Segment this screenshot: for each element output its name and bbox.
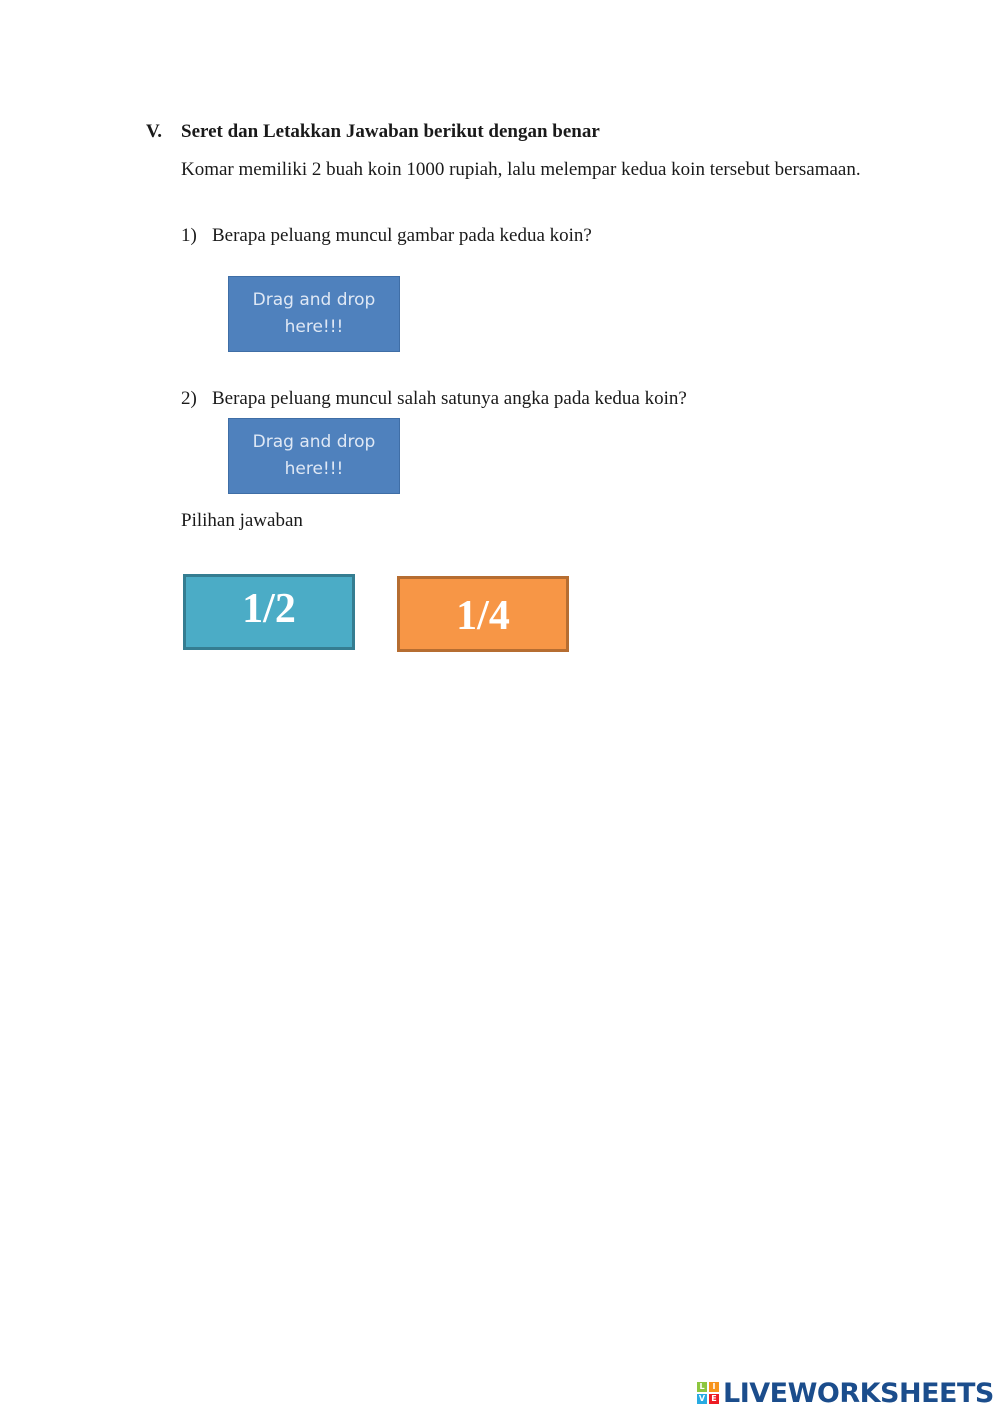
logo-mark-letter: L <box>697 1382 707 1392</box>
logo-mark-icon <box>697 1382 719 1404</box>
question-1-text: Berapa peluang muncul gambar pada kedua koin? <box>212 225 592 246</box>
section-number: V. <box>146 121 163 142</box>
question-2-text: Berapa peluang muncul salah satunya angka pada kedua koin? <box>212 388 687 409</box>
answer-choice-label: 1/4 <box>456 593 510 639</box>
question-2-number: 2) <box>181 388 197 409</box>
liveworksheets-logo <box>697 1377 994 1409</box>
answer-choice-quarter[interactable] <box>397 576 569 652</box>
intro-text: Komar memiliki 2 buah koin 1000 rupiah, lalu melempar kedua koin tersebut bersamaan. <box>181 159 861 180</box>
logo-mark-letter: I <box>709 1382 719 1392</box>
logo-text: LIVEWORKSHEETS <box>723 1377 994 1409</box>
question-1-dropzone[interactable] <box>228 276 400 352</box>
section-title: Seret dan Letakkan Jawaban berikut dengan benar <box>181 121 600 142</box>
question-2-dropzone[interactable] <box>228 418 400 494</box>
dropzone-label: Drag and drop here!!! <box>252 432 376 479</box>
dropzone-label: Drag and drop here!!! <box>252 290 376 337</box>
logo-mark-letter: V <box>698 1394 706 1403</box>
question-1-number: 1) <box>181 225 197 246</box>
logo-mark-letter: E <box>709 1394 719 1404</box>
answer-choice-half[interactable] <box>183 574 355 650</box>
answer-choice-label: 1/2 <box>242 586 296 632</box>
choices-label: Pilihan jawaban <box>181 510 303 531</box>
